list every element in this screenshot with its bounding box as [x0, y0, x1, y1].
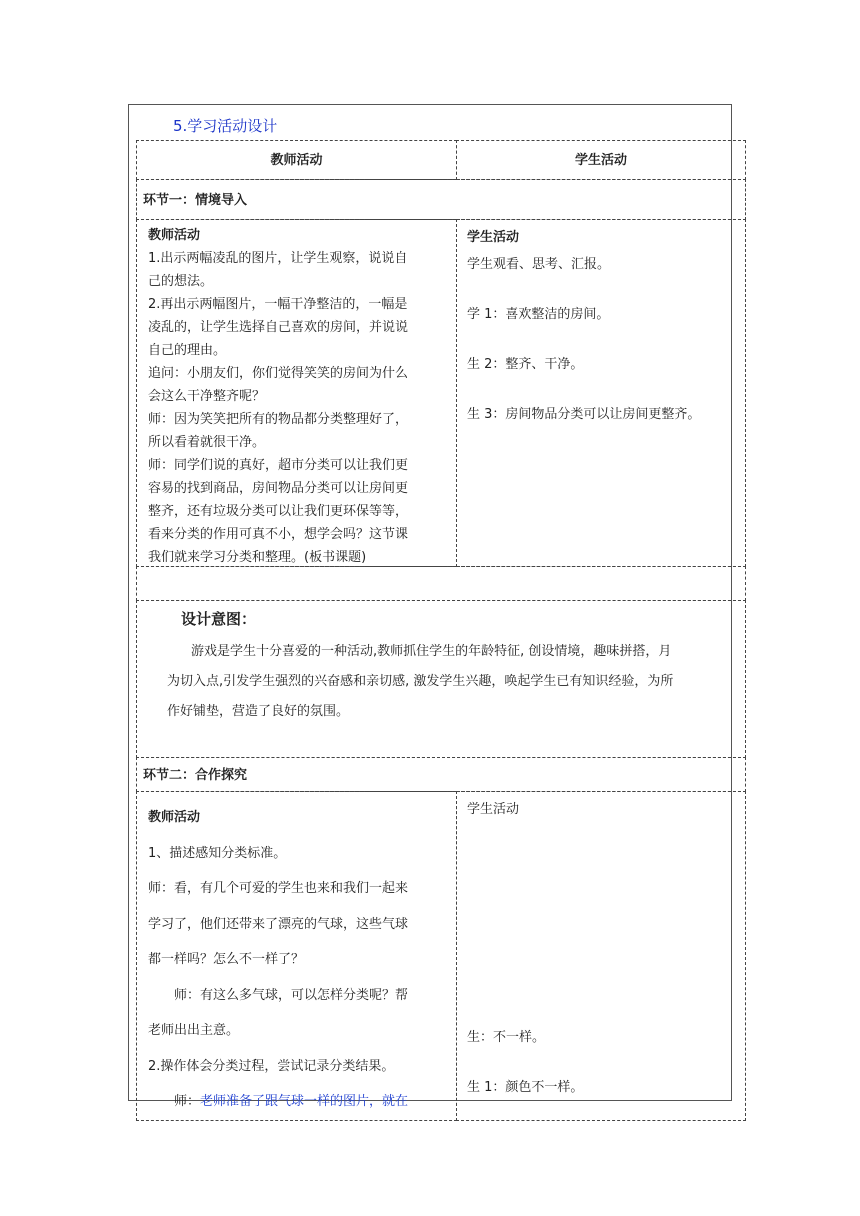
design-intent-body [167, 637, 745, 727]
header-student-label: 学生活动 [574, 153, 627, 168]
stage1-student-line: 生 2：整齐、干净。 [467, 357, 584, 372]
stage2-teacher-cell [136, 791, 457, 1121]
design-intent-line: 为切入点,引发学生强烈的兴奋感和亲切感, 激发学生兴趣，唤起学生已有知识经验，为所 [167, 674, 674, 689]
stage2-student-cell [456, 791, 746, 1121]
stage2-student-line: 生 1：颜色不一样。 [467, 1080, 584, 1095]
stage1-student-heading: 学生活动 [467, 230, 520, 245]
design-intent-line: 游戏是学生十分喜爱的一种活动,教师抓住学生的年龄特征, 创设情境，趣味拼搭，月 [191, 644, 672, 659]
stage1-teacher-heading: 教师活动 [148, 228, 201, 243]
stage1-teacher-line: 自己的理由。 [148, 343, 227, 358]
stage2-teacher-line: 学习了，他们还带来了漂亮的气球，这些气球 [148, 916, 409, 932]
stage1-teacher-line: 整齐，还有垃圾分类可以让我们更环保等等， [148, 504, 409, 519]
stage2-teacher-last-line [148, 1084, 450, 1120]
stage1-teacher-line: 师：因为笑笑把所有的物品都分类整理好了， [148, 412, 409, 427]
stage1-teacher-line: 会这么干净整齐呢？ [148, 389, 266, 404]
stage1-teacher-line: 容易的找到商品，房间物品分类可以让房间更 [148, 481, 409, 496]
stage2-teacher-line: 师：看，有几个可爱的学生也来和我们一起来 [148, 881, 409, 896]
stage1-teacher-line: 我们就来学习分类和整理。(板书课题) [148, 550, 367, 565]
stage2-student-heading: 学生活动 [467, 802, 520, 817]
stage2-teacher-line: 老师出出主意。 [148, 1023, 240, 1038]
header-student-cell [456, 140, 746, 180]
stage1-teacher-line: 追问：小朋友们，你们觉得笑笑的房间为什么 [148, 366, 409, 381]
stage1-teacher-lines [148, 247, 450, 569]
header-teacher-label: 教师活动 [270, 153, 323, 168]
design-intent-line: 作好铺垫，营造了良好的氛围。 [167, 704, 350, 719]
stage2-teacher-line: 2.操作体会分类过程，尝试记录分类结果。 [148, 1058, 395, 1074]
stage1-teacher-line: 2.再出示两幅图片，一幅干净整洁的，一幅是 [148, 297, 408, 312]
stage2-teacher-heading: 教师活动 [148, 810, 201, 825]
stage1-student-line: 学 1：喜欢整洁的房间。 [467, 307, 610, 322]
stage1-title: 环节一：情境导入 [143, 193, 248, 208]
document-frame [128, 104, 732, 1109]
section-title: 5.学习活动设计 [173, 117, 278, 135]
stage2-title: 环节二：合作探究 [143, 768, 248, 783]
stage1-student-line: 生 3：房间物品分类可以让房间更整齐。 [467, 407, 701, 422]
stage2-teacher-last-prefix: 师： [174, 1094, 201, 1109]
stage1-teacher-cell [136, 219, 457, 567]
stage2-teacher-line: 师：有这么多气球，可以怎样分类呢？帮 [174, 987, 409, 1003]
design-intent-cell [136, 600, 746, 758]
spacer-row [136, 566, 746, 601]
design-intent-heading: 设计意图： [181, 610, 257, 628]
stage1-teacher-line: 看来分类的作用可真不小，想学会吗？这节课 [148, 527, 409, 542]
header-teacher-cell [136, 140, 457, 180]
stage2-teacher-last-blue: 老师准备了跟气球一样的图片，就在 [200, 1094, 409, 1109]
stage1-teacher-line: 所以看着就很干净。 [148, 435, 266, 450]
stage1-teacher-line: 师：同学们说的真好，超市分类可以让我们更 [148, 458, 409, 473]
stage2-title-cell [136, 757, 746, 792]
stage2-student-line: 生：不一样。 [467, 1030, 546, 1045]
stage1-teacher-line: 凌乱的，让学生选择自己喜欢的房间，并说说 [148, 320, 409, 335]
stage1-student-line: 学生观看、思考、汇报。 [467, 257, 611, 272]
stage2-teacher-line: 都一样吗？怎么不一样了？ [148, 952, 305, 967]
stage1-teacher-line: 己的想法。 [148, 274, 214, 289]
stage2-teacher-line: 1、描述感知分类标准。 [148, 845, 287, 861]
stage1-student-cell [456, 219, 746, 567]
stage1-teacher-line: 1.出示两幅凌乱的图片，让学生观察，说说自 [148, 251, 408, 266]
stage1-title-cell [136, 179, 746, 220]
